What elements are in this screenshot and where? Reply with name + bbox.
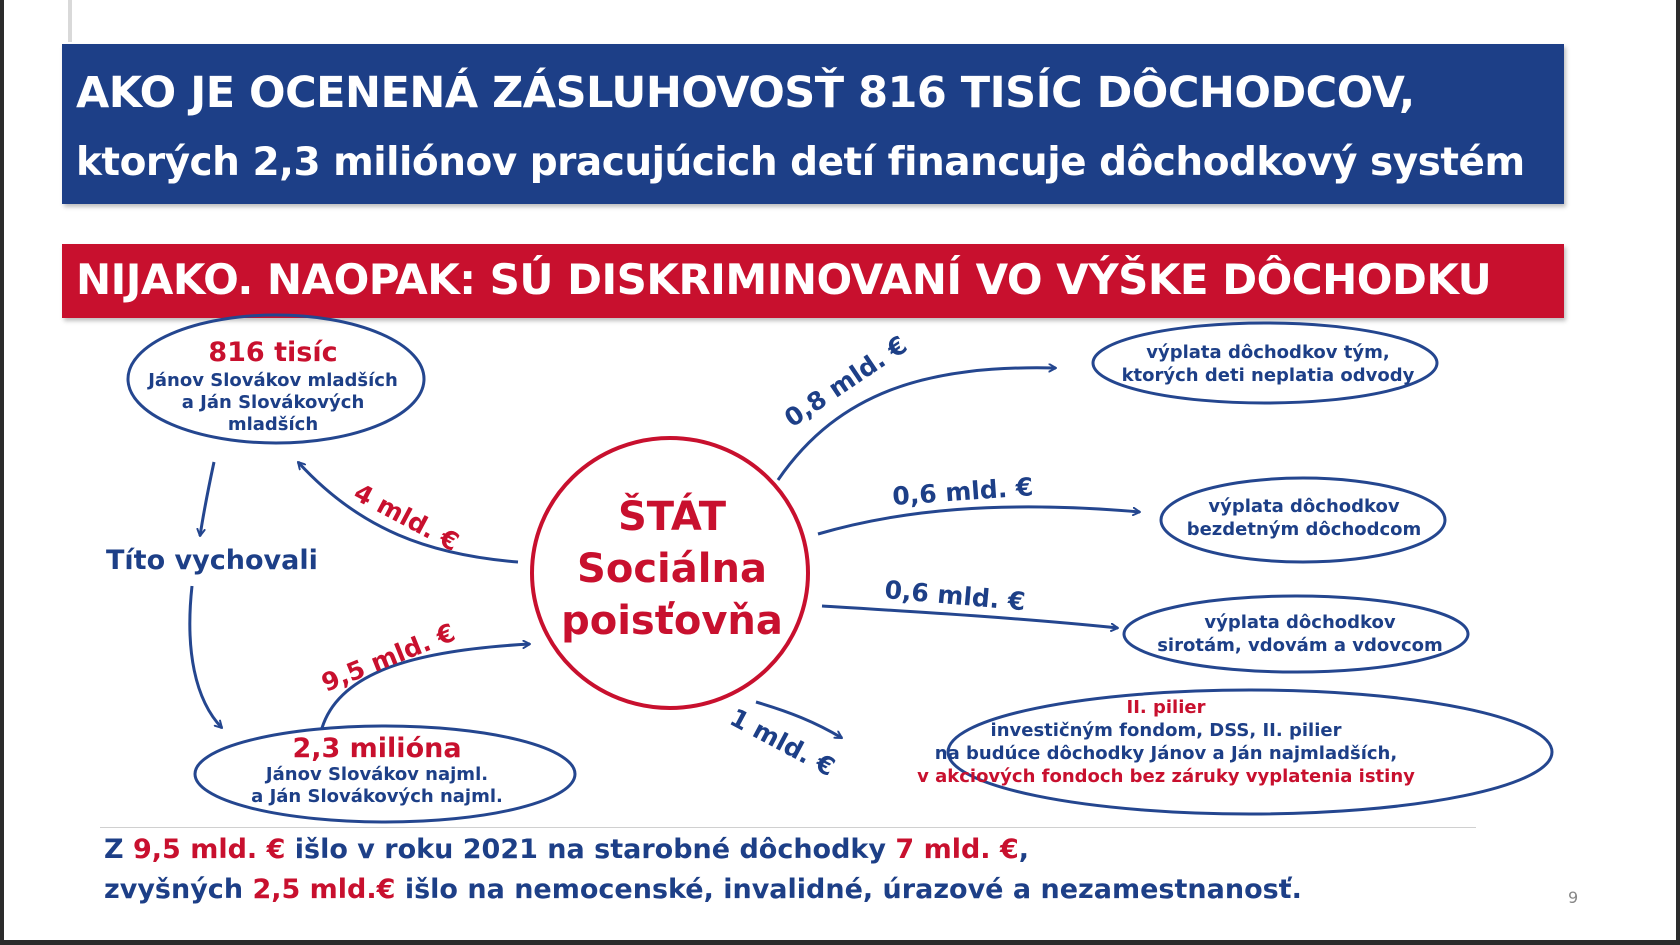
arrow-state-to-out2 xyxy=(818,507,1140,534)
page-number: 9 xyxy=(1568,888,1579,907)
out3-line-1: výplata dôchodkov xyxy=(1204,612,1396,633)
summary-1-e: , xyxy=(1018,834,1030,865)
title-line-1: AKO JE OCENENÁ ZÁSLUHOVOSŤ 816 TISÍC DÔCHODCOV, xyxy=(76,68,1415,118)
older-head: 816 tisíc xyxy=(208,337,338,368)
arrow-older-down xyxy=(200,462,214,536)
summary-1-d: 7 mld. € xyxy=(895,834,1019,865)
footer-divider xyxy=(100,827,1476,828)
summary-line-2 xyxy=(104,874,1302,905)
out4-line-2: na budúce dôchodky Jánov a Ján najmladších, xyxy=(934,743,1398,764)
younger-line-1: Jánov Slovákov najml. xyxy=(265,764,489,785)
node-out3-ellipse xyxy=(1124,596,1468,672)
out4-warning: v akciových fondoch bez záruky vyplatenia istiny xyxy=(917,766,1415,787)
summary-2-c: išlo na nemocenské, invalidné, úrazové a nezamestnanosť. xyxy=(395,874,1302,905)
flow-label-out2: 0,6 mld. € xyxy=(891,472,1035,511)
summary-line-1 xyxy=(104,834,1029,865)
flow-label-to-state: 9,5 mld. € xyxy=(317,617,460,698)
younger-line-2: a Ján Slovákových najml. xyxy=(251,786,503,807)
summary-2-a: zvyšných xyxy=(104,874,253,905)
arrow-down-to-younger xyxy=(190,586,222,728)
node-out1-ellipse xyxy=(1093,323,1437,403)
flow-label-out4: 1 mld. € xyxy=(725,702,840,782)
flow-label-out3: 0,6 mld. € xyxy=(883,575,1027,617)
younger-head: 2,3 milióna xyxy=(292,733,462,764)
older-line-3: mladších xyxy=(227,414,319,435)
state-line-3: poisťovňa xyxy=(561,598,783,644)
summary-1-c: išlo v roku 2021 na starobné dôchodky xyxy=(285,834,896,865)
flow-label-out1: 0,8 mld. € xyxy=(779,330,913,433)
state-line-2: Sociálna xyxy=(577,546,767,592)
out3-line-2: sirotám, vdovám a vdovcom xyxy=(1157,635,1443,656)
older-line-2: a Ján Slovákových xyxy=(181,392,365,413)
older-line-1: Jánov Slovákov mladších xyxy=(148,370,398,391)
flow-label-to-older: 4 mld. € xyxy=(349,477,464,557)
out2-line-2: bezdetným dôchodcom xyxy=(1186,519,1422,540)
side-label: Títo vychovali xyxy=(106,545,318,576)
summary-1-a: Z xyxy=(104,834,133,865)
title-line-2: ktorých 2,3 miliónov pracujúcich detí financuje dôchodkový systém xyxy=(76,140,1525,185)
subtitle-text: NIJAKO. NAOPAK: SÚ DISKRIMINOVANÍ VO VÝŠKE DÔCHODKU xyxy=(76,255,1492,304)
out4-line-1: investičným fondom, DSS, II. pilier xyxy=(990,720,1342,741)
out2-line-1: výplata dôchodkov xyxy=(1208,496,1400,517)
out1-line-2: ktorých deti neplatia odvody xyxy=(1121,365,1415,386)
summary-1-b: 9,5 mld. € xyxy=(132,834,286,865)
state-line-1: ŠTÁT xyxy=(617,494,727,540)
out1-line-1: výplata dôchodkov tým, xyxy=(1146,342,1390,363)
out4-head: II. pilier xyxy=(1126,697,1206,718)
summary-2-b: 2,5 mld.€ xyxy=(252,874,396,905)
